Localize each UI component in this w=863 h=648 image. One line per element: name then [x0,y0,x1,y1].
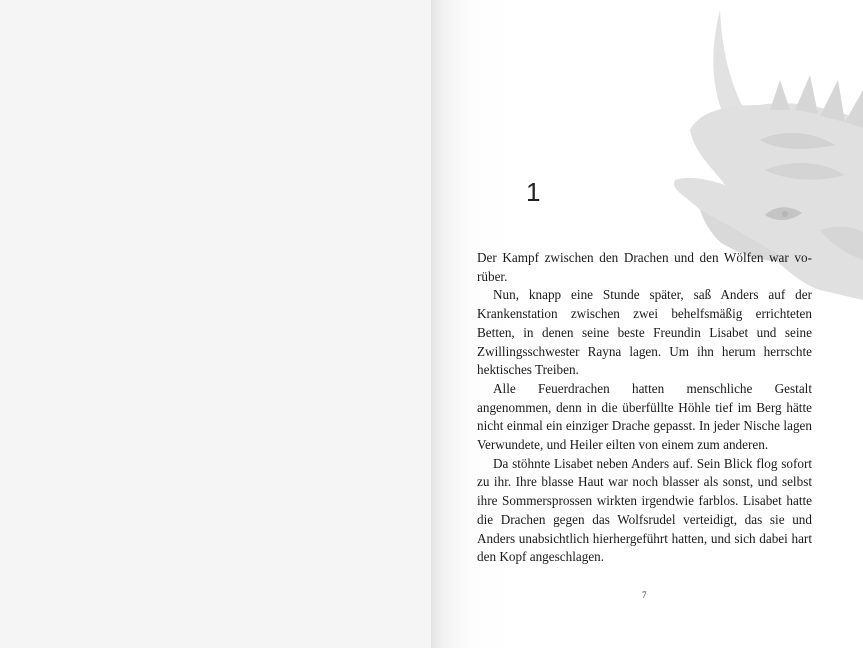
paragraph: Alle Feuerdrachen hatten menschliche Gestalt angenommen, denn in die überfüllte Höhle tief im Berg hätte nicht einmal ein einziger Drache gepasst. In jeder Nische lagen Verwundete, und Heiler eilten von einem zum anderen. [477,380,812,453]
page-number: 7 [642,590,647,600]
chapter-number: 1 [526,177,541,207]
left-page [0,0,431,648]
paragraph: Der Kampf zwischen den Drachen und den Wölfen war vorüber. [477,250,812,284]
paragraph: Nun, knapp eine Stunde später, saß Anders auf der Krankenstation zwischen zwei behelfsmäßig errichteten Betten, in denen seine beste Freundin Lisabet und seine Zwillingsschwester Rayna lagen. Um ihn herum herrschte hektisches Treiben. [477,287,812,378]
chapter-body [477,249,812,567]
paragraph: Da stöhnte Lisabet neben Anders auf. Sein Blick flog sofort zu ihr. Ihre blasse Haut war noch blasser als sonst, und selbst ihre Sommersprossen wirkten irgendwie farblos. Lisabet hatte die Drachen gegen das Wolfsrudel verteidigt, das sie und Anders unabsichtlich hierhergeführt hatten, und sich dabei hart den Kopf angeschlagen. [477,455,812,565]
